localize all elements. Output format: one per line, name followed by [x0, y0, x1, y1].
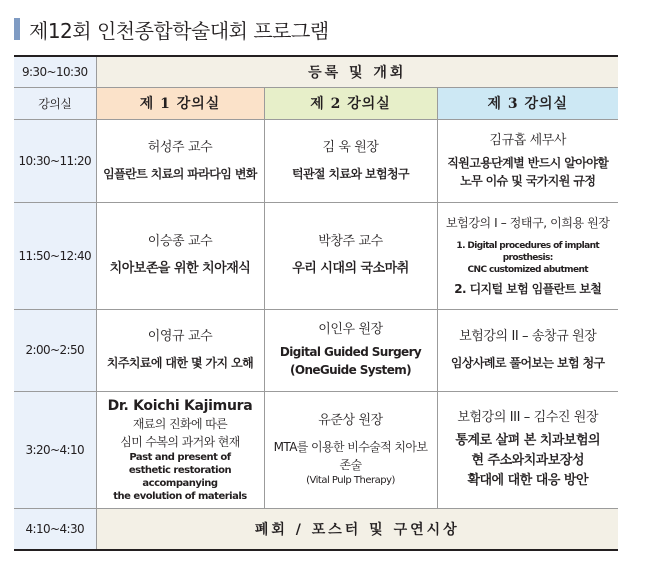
lecture-title-line: 통계로 살펴 본 치과보험의 — [455, 432, 601, 448]
title-accent-bar — [14, 18, 20, 40]
program-table — [14, 55, 618, 551]
lecture-title-line: 현 주소와치과보장성 — [471, 452, 585, 468]
lecture-title-line: CNC customized abutment — [467, 264, 588, 275]
speaker-name: 박창주 교수 — [318, 233, 383, 249]
session-cell — [96, 309, 264, 391]
lecture-title-line: 2. 디지털 보험 임플란트 보철 — [454, 281, 602, 296]
session-cell — [96, 391, 264, 508]
table-row-registration — [14, 56, 618, 87]
table-row-session-4 — [14, 391, 618, 508]
lecture-title-line: Digital Guided Surgery — [279, 345, 422, 359]
speaker-name: 보험강의 III – 김수진 원장 — [457, 409, 599, 425]
speaker-name: 이승종 교수 — [147, 233, 213, 249]
time-cell: 10:30~11:20 — [14, 119, 96, 202]
speaker-name: 보험강의 I – 정태구, 이희용 원장 — [445, 215, 610, 230]
lecture-title-line: MTA를 이용한 비수술적 치아보존술 — [273, 440, 428, 472]
session-cell — [437, 309, 618, 391]
session-cell — [264, 391, 437, 508]
speaker-name: 유준상 원장 — [318, 413, 383, 428]
room-3-header: 제 3 강의실 — [437, 87, 618, 119]
lecture-title-line: 재료의 진화에 따른 — [132, 416, 228, 431]
lecture-title: 우리 시대의 국소마취 — [292, 260, 409, 276]
lecture-title: 치주치료에 대한 몇 가지 오해 — [106, 356, 254, 370]
lecture-title: 임플란트 치료의 파라다임 변화 — [103, 166, 257, 181]
speaker-name: 보험강의 II – 송창규 원장 — [459, 329, 597, 344]
session-cell — [264, 119, 437, 202]
time-cell: 2:00~2:50 — [14, 309, 96, 391]
lecture-title-line: 직원고용단계별 반드시 알아야할 — [447, 155, 609, 170]
speaker-name: 이영규 교수 — [147, 329, 213, 344]
lecture-title-line: 노무 이슈 및 국가지원 규정 — [460, 173, 596, 188]
time-cell: 3:20~4:10 — [14, 391, 96, 508]
speaker-name: 김규홉 세무사 — [489, 132, 567, 148]
speaker-name: 허성주 교수 — [147, 139, 213, 155]
speaker-name: 김 욱 원장 — [322, 139, 379, 155]
lecture-title-line: (Vital Pulp Therapy) — [306, 475, 395, 486]
lecture-title-line: 1. Digital procedures of implant prosthesis: — [456, 240, 600, 263]
closing-cell: 폐회 / 포스터 및 구연시상 — [96, 508, 618, 550]
room-2-header: 제 2 강의실 — [264, 87, 437, 119]
registration-cell: 등록 및 개회 — [96, 56, 618, 87]
lecture-title-line: Past and present of — [129, 451, 231, 463]
lecture-title: 턱관절 치료와 보험청구 — [291, 166, 410, 181]
session-cell — [264, 309, 437, 391]
table-row-session-1 — [14, 119, 618, 202]
time-cell: 11:50~12:40 — [14, 202, 96, 309]
time-cell: 9:30~10:30 — [14, 56, 96, 87]
table-header-row — [14, 87, 618, 119]
speaker-name: 이인우 원장 — [318, 322, 383, 337]
lecture-title-line: esthetic restoration accompanying — [128, 464, 232, 489]
lecture-title-line: 확대에 대한 대응 방안 — [467, 472, 589, 488]
page-title: 제12회 인천종합학술대회 프로그램 — [29, 18, 329, 43]
time-cell: 4:10~4:30 — [14, 508, 96, 550]
lecture-title: 임상사례로 풀어보는 보험 청구 — [450, 356, 605, 370]
lecture-title: 치아보존을 위한 치아재식 — [109, 260, 251, 276]
session-cell — [264, 202, 437, 309]
session-cell — [437, 391, 618, 508]
session-cell — [96, 202, 264, 309]
session-cell — [437, 202, 618, 309]
room-1-header: 제 1 강의실 — [96, 87, 264, 119]
room-header-label: 강의실 — [14, 87, 96, 119]
session-cell — [437, 119, 618, 202]
speaker-name: Dr. Koichi Kajimura — [107, 397, 253, 414]
table-row-closing — [14, 508, 618, 550]
table-row-session-2 — [14, 202, 618, 309]
lecture-title-line: 심미 수복의 과거와 현재 — [120, 434, 240, 449]
table-row-session-3 — [14, 309, 618, 391]
session-cell — [96, 119, 264, 202]
page-header — [14, 14, 329, 44]
lecture-title-line: (OneGuide System) — [289, 363, 412, 377]
lecture-title-line: the evolution of materials — [113, 490, 247, 502]
